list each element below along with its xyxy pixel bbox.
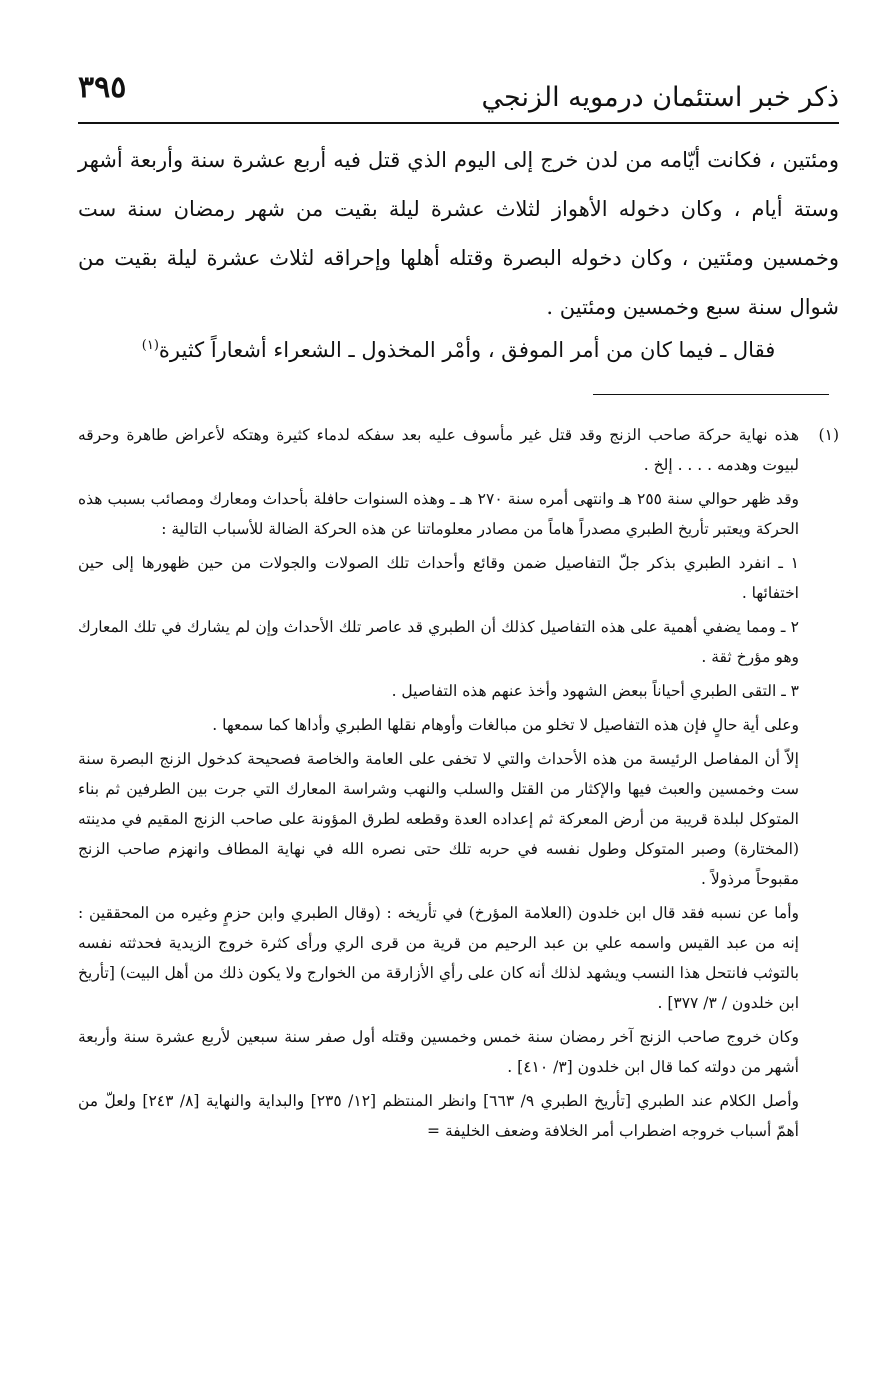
footnote-paragraph: وكان خروج صاحب الزنج آخر رمضان سنة خمس وخمسين وقتله أول صفر سنة سبعين لأربع عشرة سنة وأربعة أشهر من دولته كما قال ابن خلدون [٣/ ٤١٠] . (78, 1028, 799, 1076)
footnote-reference: (١) (141, 338, 159, 353)
footnote-paragraph: إلاّ أن المفاصل الرئيسة من هذه الأحداث والتي لا تخفى على العامة والخاصة فصحيحة كدخول الزنج البصرة سنة ست وخمسين والعبث فيها والإكثار من القتل والسلب والنهب وشراسة المعارك التي جرت بين الطرفين ثم بناء المتوكل لبلدة قريبة من أرض المعركة ثم إعداده العدة وقطعه لطرق المؤونة على صاحب الزنج المقيم في مدينته (المختارة) وصبر المتوكل وطول نفسه في حربه تلك حتى نصره الله في نهاية المطاف وانهزم صاحب الزنج مقبوحاً مرذولاً . (78, 750, 799, 888)
footnote-paragraph: وقد ظهر حوالي سنة ٢٥٥ هـ وانتهى أمره سنة ٢٧٠ هـ ـ وهذه السنوات حافلة بأحداث ومعارك ومصائب بسبب هذه الحركة ويعتبر تأريخ الطبري مصدراً هاماً من مصادر معلوماتنا عن هذه الحركة الضالة للأسباب التالية : (78, 490, 799, 538)
footnote-body (78, 420, 799, 1150)
page-number: ٣٩٥ (78, 70, 127, 105)
footnote-paragraph: وعلى أية حالٍ فإن هذه التفاصيل لا تخلو من مبالغات وأوهام نقلها الطبري وأداها كما سمعها . (212, 716, 799, 734)
footnote-section (78, 420, 839, 1150)
footnote-paragraph: ٣ ـ التقى الطبري أحياناً ببعض الشهود وأخذ عنهم هذه التفاصيل . (391, 682, 799, 700)
header-divider (78, 122, 839, 124)
footnote-paragraph: وأصل الكلام عند الطبري [تأريخ الطبري ٩/ ٦٦٣] وانظر المنتظم [١٢/ ٢٣٥] والبداية والنهاية [٨/ ٢٤٣] ولعلّ من أهمّ أسباب خروجه اضطراب أمر الخلافة وضعف الخليفة = (78, 1092, 799, 1140)
running-header (78, 62, 839, 122)
footnote-marker: (١) (818, 426, 839, 444)
footnote-paragraph: هذه نهاية حركة صاحب الزنج وقد قتل غير مأسوف عليه بعد سفكه لدماء كثيرة وهتكه لأعراض طاهرة وحرقه لبيوت وهدمه . . . . إلخ . (78, 426, 799, 474)
footnote-paragraph: ٢ ـ ومما يضفي أهمية على هذه التفاصيل كذلك أن الطبري قد عاصر تلك الأحداث وإن لم يشارك في تلك المعارك وهو مؤرخ ثقة . (78, 618, 799, 666)
footnote-divider (593, 394, 829, 395)
chapter-title: ذكر خبر استئمان درمويه الزنجي (481, 82, 839, 113)
footnote-paragraph: ١ ـ انفرد الطبري بذكر جلّ التفاصيل ضمن وقائع وأحداث تلك الصولات والجولات من حين ظهورها إلى حين اختفائها . (78, 554, 799, 602)
footnote-1 (78, 420, 839, 1150)
main-paragraph: ومئتين ، فكانت أيّامه من لدن خرج إلى اليوم الذي قتل فيه أربع عشرة سنة وأربعة أشهر وستة أيام ، وكان دخوله الأهواز لثلاث عشرة ليلة بقيت من شهر رمضان سنة ست وخمسين ومئتين ، وكان دخوله البصرة وقتله أهلها وإحراقه لثلاث عشرة ليلة بقيت من شوال سنة سبع وخمسين ومئتين . (78, 148, 839, 319)
main-text (78, 136, 839, 332)
poetry-intro-text: فقال ـ فيما كان من أمر الموفق ، وأمْر المخذول ـ الشعراء أشعاراً كثيرة (158, 338, 776, 362)
poetry-intro-line (78, 326, 839, 375)
footnote-paragraph: وأما عن نسبه فقد قال ابن خلدون (العلامة المؤرخ) في تأريخه : (وقال الطبري وابن حزمٍ وغيره من المحققين : إنه من عبد القيس واسمه علي بن عبد الرحيم من قرية من قرى الري ورأى كثرة خروج الزيدية فحدثته نفسه بالتوثب فانتحل هذا النسب ويشهد لذلك أنه كان على رأي الأزارقة من الخوارج ولا يكون ذلك من أهل البيت) [تأريخ ابن خلدون / ٣/ ٣٧٧] . (78, 904, 799, 1012)
